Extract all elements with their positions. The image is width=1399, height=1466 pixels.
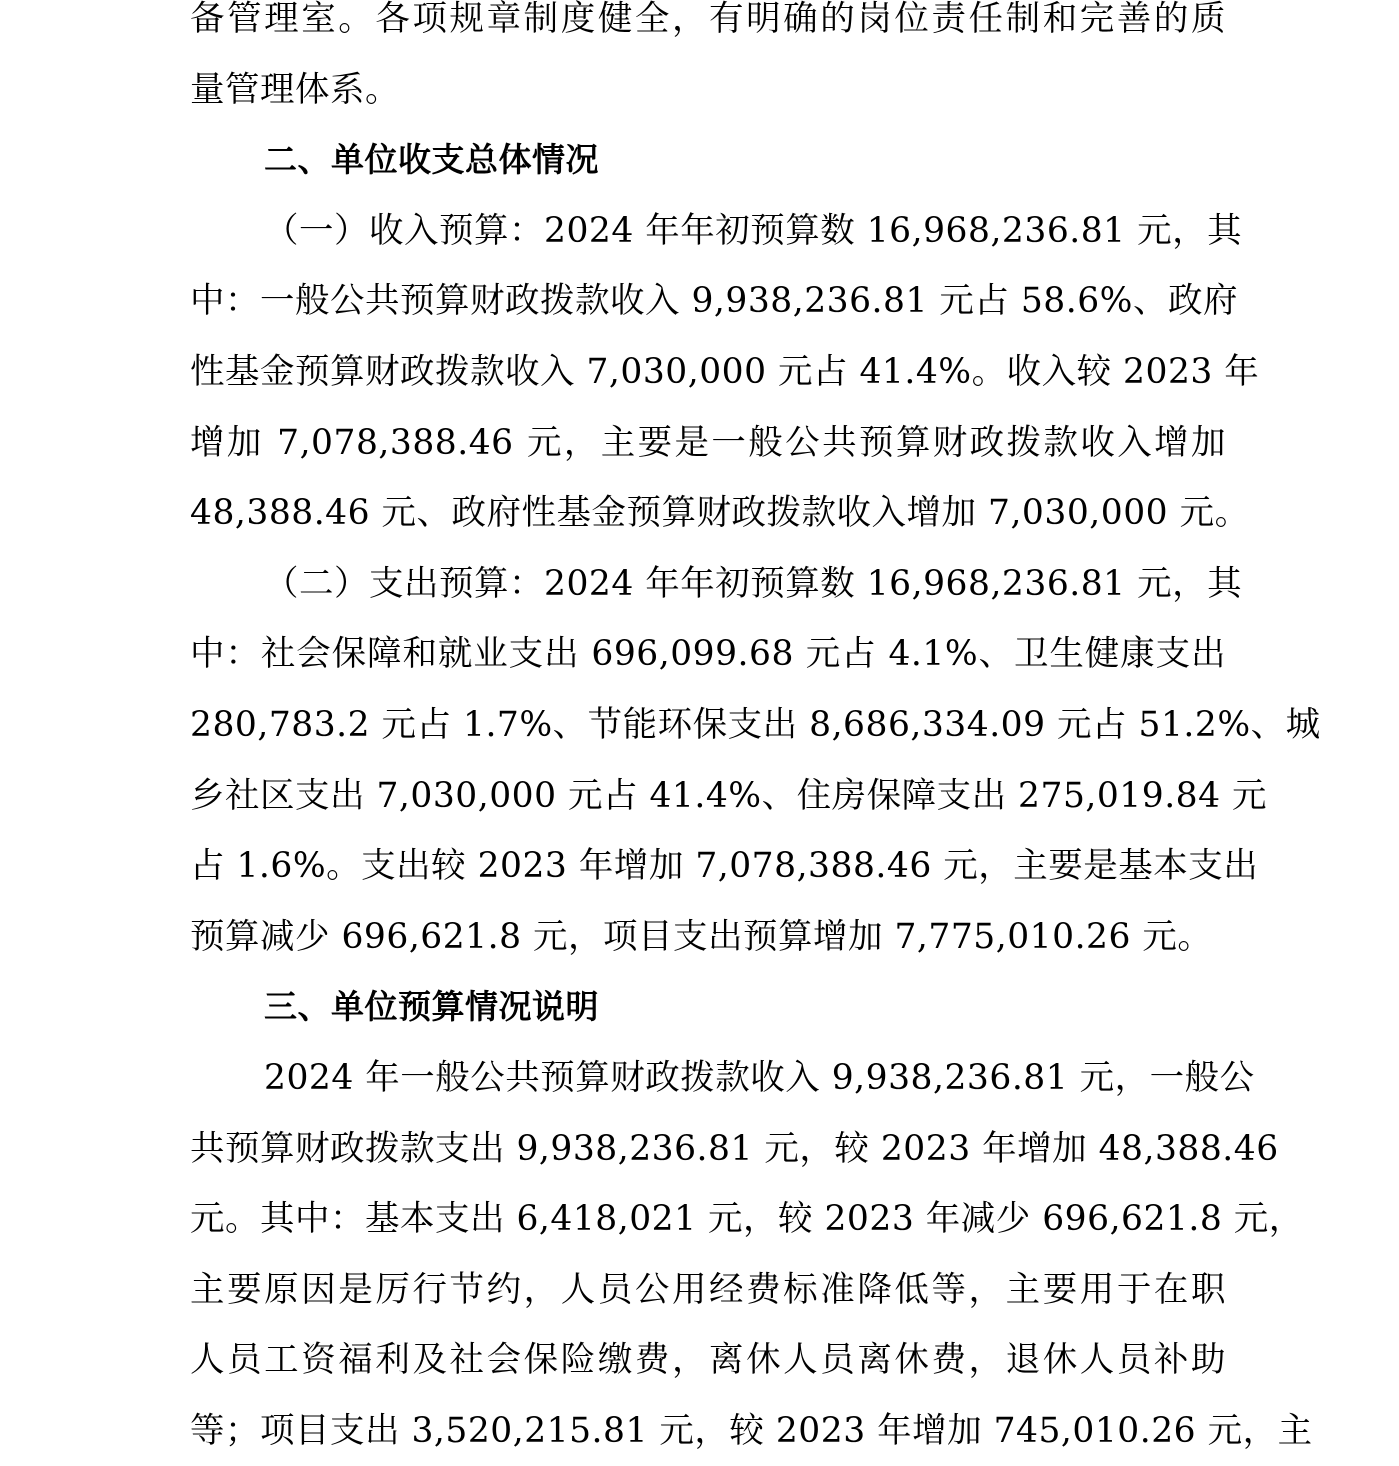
text-line: 人员工资福利及社会保险缴费，离休人员离休费，退休人员补助 [190,1340,1226,1381]
text-line: 共预算财政拨款支出 9,938,236.81 元，较 2023 年增加 48,388.46 [190,1128,1279,1169]
text-line: （二）支出预算：2024 年年初预算数 16,968,236.81 元，其 [264,563,1243,604]
text-line: 2024 年一般公共预算财政拨款收入 9,938,236.81 元，一般公 [264,1057,1255,1098]
text-line: 中：一般公共预算财政拨款收入 9,938,236.81 元占 58.6%、政府 [190,281,1238,322]
text-line: 占 1.6%。支出较 2023 年增加 7,078,388.46 元，主要是基本支出 [190,846,1259,887]
section-heading: 二、单位收支总体情况 [264,140,599,180]
text-line: 量管理体系。 [190,69,400,110]
text-line: 性基金预算财政拨款收入 7,030,000 元占 41.4%。收入较 2023 年 [190,351,1260,392]
text-line: 增加 7,078,388.46 元，主要是一般公共预算财政拨款收入增加 [190,422,1226,463]
text-line: 元。其中：基本支出 6,418,021 元，较 2023 年减少 696,621.8 元， [190,1199,1304,1240]
text-line: 中：社会保障和就业支出 696,099.68 元占 4.1%、卫生健康支出 [190,634,1226,675]
text-line: 预算减少 696,621.8 元，项目支出预算增加 7,775,010.26 元。 [190,916,1213,957]
text-line: 等；项目支出 3,520,215.81 元，较 2023 年增加 745,010.26 元，主 [190,1410,1313,1451]
text-line: 280,783.2 元占 1.7%、节能环保支出 8,686,334.09 元占 51.2%、城 [190,704,1321,745]
text-line: 备管理室。各项规章制度健全，有明确的岗位责任制和完善的质 [190,0,1226,39]
text-line: （一）收入预算：2024 年年初预算数 16,968,236.81 元，其 [264,210,1243,251]
document-page [190,0,1321,1466]
section-heading: 三、单位预算情况说明 [264,987,599,1027]
text-line: 乡社区支出 7,030,000 元占 41.4%、住房保障支出 275,019.84 元 [190,775,1268,816]
text-line: 主要原因是厉行节约，人员公用经费标准降低等，主要用于在职 [190,1269,1226,1310]
text-line: 48,388.46 元、政府性基金预算财政拨款收入增加 7,030,000 元。 [190,493,1250,534]
